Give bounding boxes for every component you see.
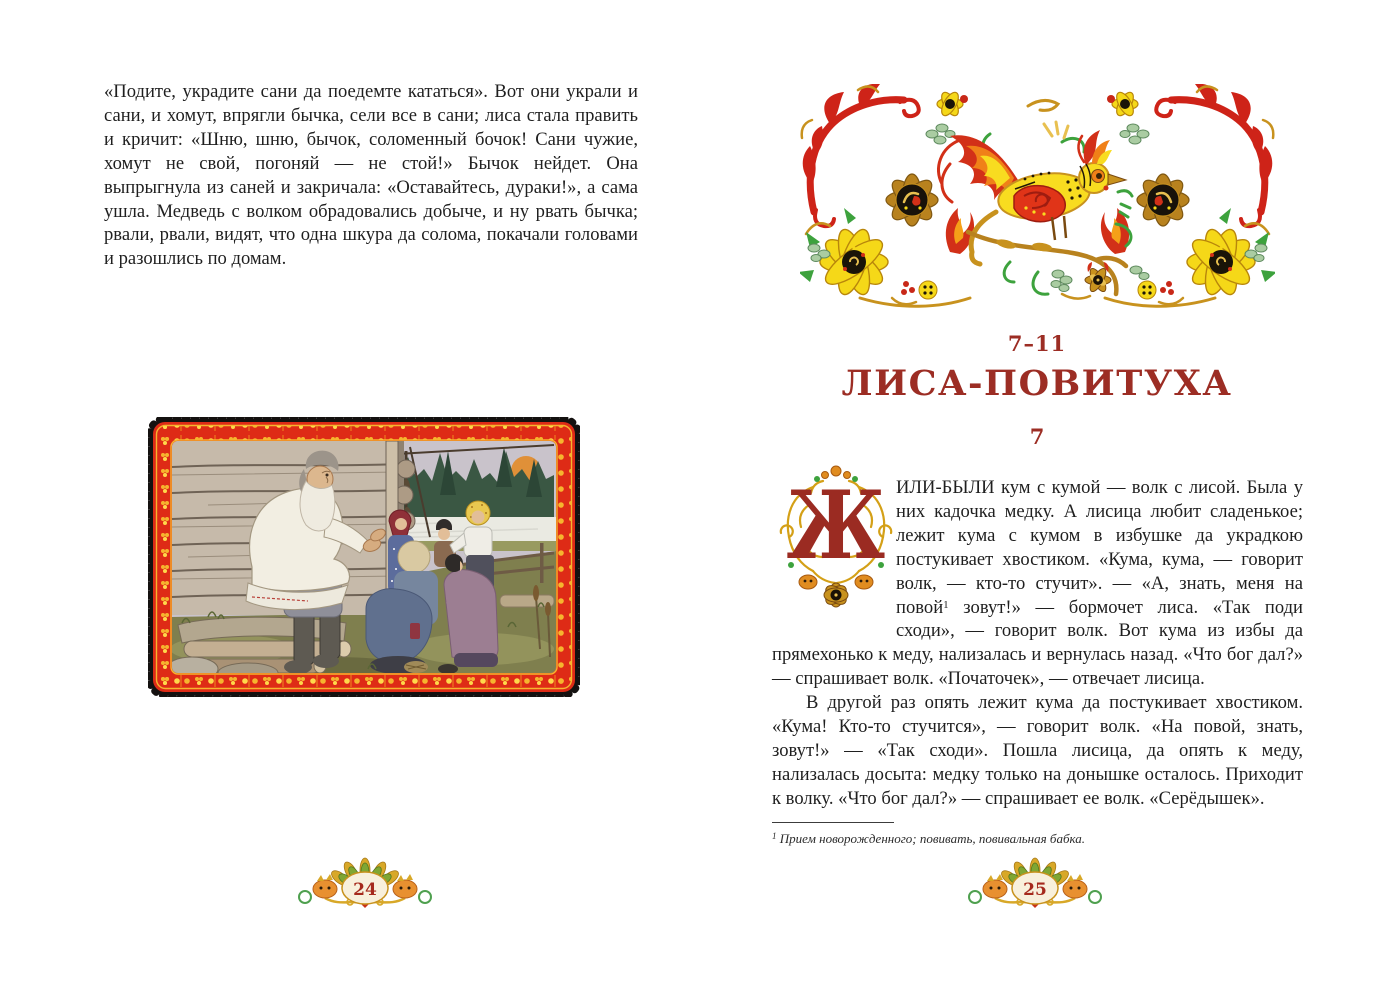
variant-number: 7 <box>1029 424 1045 449</box>
paragraph-2: В другой раз опять лежит кума да постукивает хвостиком. «Кума! Кто-то стучится», — говорит волк. «На повой, знать, зовут!» — «Так сходи». Пошла лисица, да опять к меду, нализалась досыта: медку только на донышке осталось. Приходит к волку. «Что бог дал?» — спрашивает ее волк. «Серёдышек». <box>772 692 1303 809</box>
footnote-rule <box>772 822 894 823</box>
storyteller-illustration-svg <box>148 417 580 697</box>
right-page-text <box>772 476 1303 811</box>
illustration-scene <box>166 441 556 683</box>
left-page-number-vignette <box>295 856 435 914</box>
page-number: 24 <box>353 880 377 900</box>
tale-title: ЛИСА-ПОВИТУХА <box>841 363 1233 404</box>
footnote: $^1$ Прием новорожденного; повивать, повивальная бабка. <box>772 831 1085 846</box>
left-page-paragraph: «Подите, украдите сани да поедемте кататься». Вот они украли и сани, и хомут, впрягли бычка, сели все в сани; лиса стала править и кричит: «Шню, шню, бычок, соломенный бочок! Сани чужие, хомут не свой, погоняй — не стой!» Бычок нейдет. Она выпрыгнула из саней и закричала: «Оставайтесь, дураки!», а сама ушла. Медведь с волком обрадовались добыче, и ну рвать бычка; рвали, рвали, видят, что одна шкура да солома, покачали головами и разошлись по домам. <box>104 81 638 270</box>
paragraph-1: ИЛИ-БЫЛИ кум с кумой — волк с лисой. Была у них кадочка медку. А лисица любит сладенькое; лежит кума с кумом в избушке да украдкою постукивает хвостиком. «Кума, кума, — говорит волк, — кто-то стучит». — «А, знать, меня на повой$^1$ зовут!» — бормочет лиса. «Так поди сходи», — говорит волк. Вот кума из избы да прямехонько к меду, нализалась и вернулась назад. «Что бог дал?» — спрашивает волк. «Початочек», — отвечает лисица. <box>772 477 1303 690</box>
drop-cap-spacer <box>772 476 896 643</box>
tale-numbers: 7–11 <box>1007 331 1067 356</box>
right-page-number-vignette <box>965 856 1105 914</box>
footnote-reference: 1 <box>943 598 949 611</box>
khokhloma-firebird-headpiece <box>800 84 1275 314</box>
branch-flower <box>1085 262 1111 294</box>
storyteller-illustration <box>148 417 580 697</box>
bird-beak <box>1108 174 1126 185</box>
firebird <box>939 100 1149 298</box>
footnote-marker: 1 <box>772 831 777 841</box>
drop-cap-letter: Ж <box>786 470 886 582</box>
page-number: 25 <box>1023 880 1047 900</box>
